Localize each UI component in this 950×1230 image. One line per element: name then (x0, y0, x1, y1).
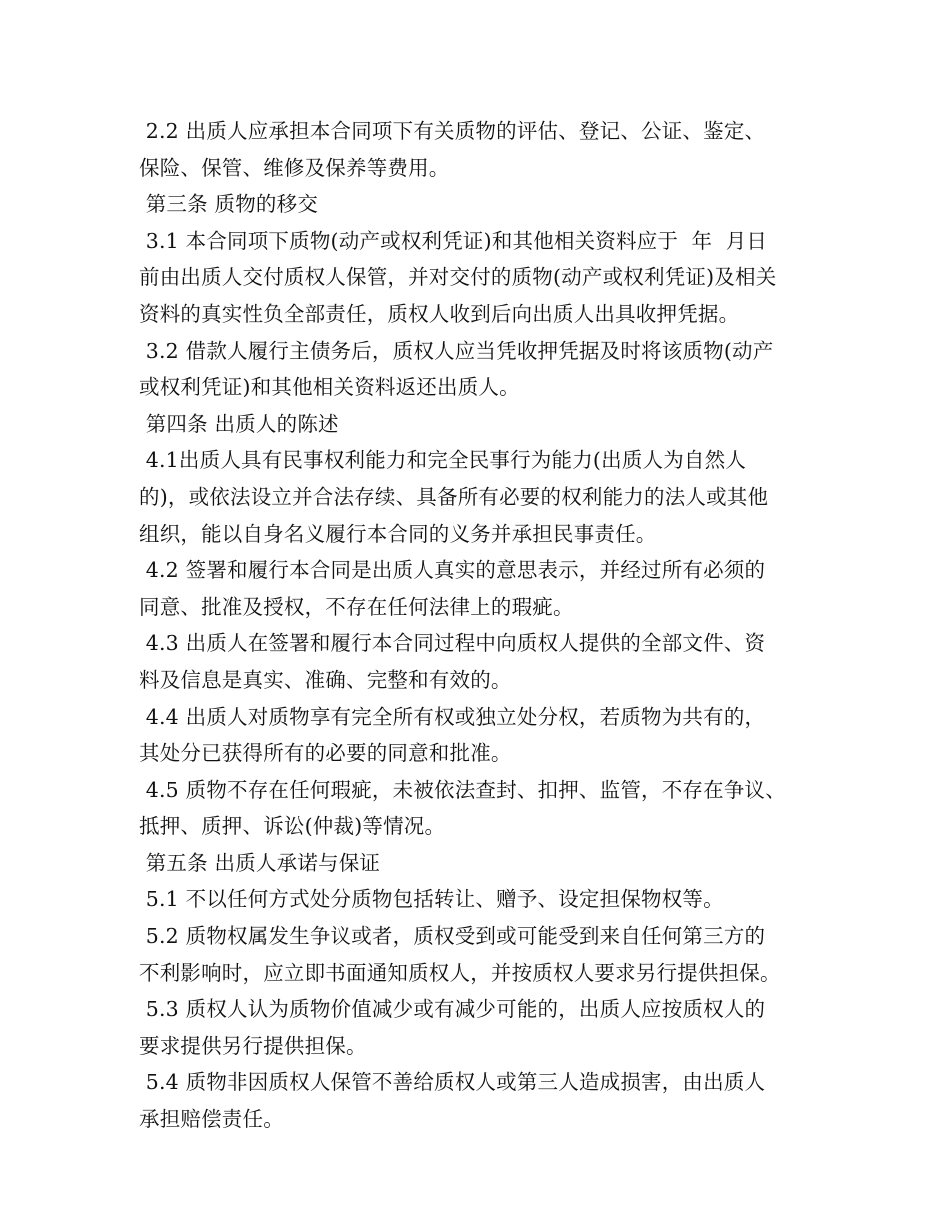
clause-4-3-line-2: 料及信息是真实、准确、完整和有效的。 (139, 667, 512, 692)
clause-3-2-line-2: 或权利凭证)和其他相关资料返还出质人。 (139, 375, 520, 400)
article-4-heading: 第四条 出质人的陈述 (139, 411, 339, 436)
clause-5-2-line-2: 不利影响时，应立即书面通知质权人，并按质权人要求另行提供担保。 (139, 960, 781, 985)
clause-4-3-line-1: 4.3 出质人在签署和履行本合同过程中向质权人提供的全部文件、资 (139, 631, 766, 656)
clause-4-1-line-1: 4.1出质人具有民事权利能力和完全民事行为能力(出质人为自然人 (139, 448, 747, 473)
clause-5-2-line-1: 5.2 质物权属发生争议或者，质权受到或可能受到来自任何第三方的 (139, 924, 766, 949)
clause-5-3-line-2: 要求提供另行提供担保。 (139, 1033, 367, 1058)
clause-4-4-line-2: 其处分已获得所有的必要的同意和批准。 (139, 741, 512, 766)
clause-4-5-line-1: 4.5 质物不存在任何瑕疵，未被依法查封、扣押、监管，不存在争议、 (139, 777, 786, 802)
document-body (139, 113, 839, 1138)
clause-4-5-line-2: 抵押、质押、诉讼(仲裁)等情况。 (139, 814, 446, 839)
clause-2-2-line-2: 保险、保管、维修及保养等费用。 (139, 155, 450, 180)
clause-5-1-line-1: 5.1 不以任何方式处分质物包括转让、赠予、设定担保物权等。 (139, 887, 724, 912)
clause-2-2-line-1: 2.2 出质人应承担本合同项下有关质物的评估、登记、公证、鉴定、 (139, 119, 766, 143)
clause-4-4-line-1: 4.4 出质人对质物享有完全所有权或独立处分权，若质物为共有的， (139, 704, 766, 729)
clause-3-1-line-1: 3.1 本合同项下质物(动产或权利凭证)和其他相关资料应于 年 月日 (139, 228, 768, 253)
clause-4-1-line-2: 的)，或依法设立并合法存续、具备所有必要的权利能力的法人或其他 (139, 484, 769, 509)
clause-4-1-line-3: 组织，能以自身名义履行本合同的义务并承担民事责任。 (139, 521, 657, 546)
clause-4-2-line-1: 4.2 签署和履行本合同是出质人真实的意思表示，并经过所有必须的 (139, 558, 766, 583)
clause-5-4-line-1: 5.4 质物非因质权人保管不善给质权人或第三人造成损害，由出质人 (139, 1070, 766, 1095)
clause-5-3-line-1: 5.3 质权人认为质物价值减少或有减少可能的，出质人应按质权人的 (139, 997, 766, 1022)
clause-3-1-line-3: 资料的真实性负全部责任，质权人收到后向出质人出具收押凭据。 (139, 301, 740, 326)
clause-5-4-line-2: 承担赔偿责任。 (139, 1107, 284, 1132)
clause-3-1-line-2: 前由出质人交付质权人保管，并对交付的质物(动产或权利凭证)及相关 (139, 265, 777, 290)
article-5-heading: 第五条 出质人承诺与保证 (139, 850, 381, 875)
clause-4-2-line-2: 同意、批准及授权，不存在任何法律上的瑕疵。 (139, 594, 574, 619)
article-3-heading: 第三条 质物的移交 (139, 192, 319, 217)
clause-3-2-line-1: 3.2 借款人履行主债务后，质权人应当凭收押凭据及时将该质物(动产 (139, 338, 774, 363)
